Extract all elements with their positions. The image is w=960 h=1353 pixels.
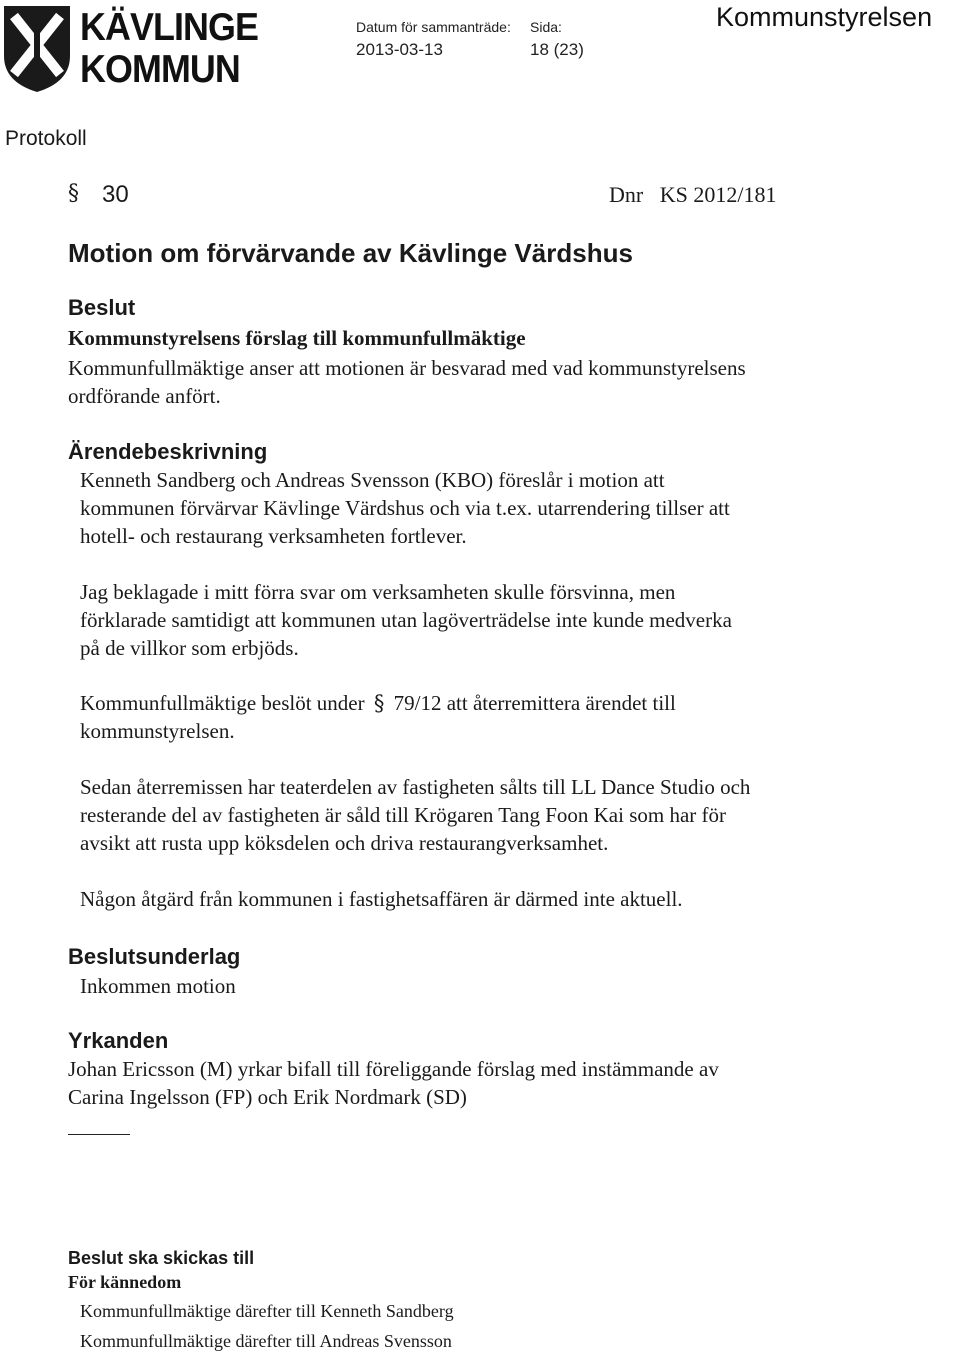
arende-para4-line-3: avsikt att rusta upp köksdelen och driva restaurangverksamhet. [80,831,609,855]
arende-line-1: Kenneth Sandberg och Andreas Svensson (KBO) föreslår i motion att [80,468,665,492]
distribution-subheading: För kännedom [68,1272,182,1292]
logo-line-1: KÄVLINGE [80,6,259,49]
paragraph-symbol: § [68,181,79,206]
page-title: Motion om förvärvande av Kävlinge Värdshus [68,238,633,268]
arende-para3-line-1 [80,689,676,717]
logo-line-2: KOMMUN [80,48,240,91]
meeting-date: 2013-03-13 [356,40,443,59]
arende-para5: Någon åtgärd från kommunen i fastighetsaffären är därmed inte aktuell. [80,887,683,911]
page-label: Sida: [530,19,562,35]
arende-line-3: hotell- och restaurang verksamheten fortlever. [80,524,467,548]
underlag-heading: Beslutsunderlag [68,944,241,969]
distribution-heading: Beslut ska skickas till [68,1248,255,1268]
page-number: 18 (23) [530,40,584,59]
underlag-text: Inkommen motion [80,974,236,998]
beslut-line-2: ordförande anfört. [68,384,221,408]
date-label: Datum för sammanträde: [356,19,511,35]
document-type: Protokoll [5,127,87,150]
section-number: 30 [102,181,129,208]
yrkanden-line-1: Johan Ericsson (M) yrkar bifall till föreliggande förslag med instämmande av [68,1057,719,1081]
arende-para2-line-2: förklarade samtidigt att kommunen utan lagöverträdelse inte kunde medverka [80,608,732,632]
arende-heading: Ärendebeskrivning [68,439,268,464]
beslut-heading: Beslut [68,295,136,320]
arende-para3-line-2: kommunstyrelsen. [80,719,235,743]
para3-text-before: Kommunfullmäktige beslöt under [80,691,365,715]
distribution-item: Kommunfullmäktige därefter till Andreas Svensson [80,1331,452,1351]
arende-para4-line-1: Sedan återremissen har teaterdelen av fastigheten sålts till LL Dance Studio och [80,775,751,799]
yrkanden-heading: Yrkanden [68,1028,169,1053]
yrkanden-line-2: Carina Ingelsson (FP) och Erik Nordmark (SD) [68,1085,467,1109]
arende-line-2: kommunen förvärvar Kävlinge Värdshus och via t.ex. utarrendering tillser att [80,496,730,520]
arende-para2-line-1: Jag beklagade i mitt förra svar om verksamheten skulle försvinna, men [80,580,676,604]
kavlinge-logo [2,4,259,94]
diary-number: Dnr KS 2012/181 [609,182,777,207]
separator-line [68,1134,130,1135]
para3-paragraph-symbol: § [373,691,385,715]
arende-para2-line-3: på de villkor som erbjöds. [80,636,299,660]
arende-para4-line-2: resterande del av fastigheten är såld till Krögaren Tang Foon Kai som har för [80,803,727,827]
organ-title: Kommunstyrelsen [716,2,933,32]
beslut-line-1: Kommunfullmäktige anser att motionen är besvarad med vad kommunstyrelsens [68,356,746,380]
para3-text-after: 79/12 att återremittera ärendet till [393,691,676,715]
distribution-item: Kommunfullmäktige därefter till Kenneth Sandberg [80,1301,454,1321]
shield-cross-icon [2,4,72,94]
beslut-subheading: Kommunstyrelsens förslag till kommunfullmäktige [68,326,526,350]
